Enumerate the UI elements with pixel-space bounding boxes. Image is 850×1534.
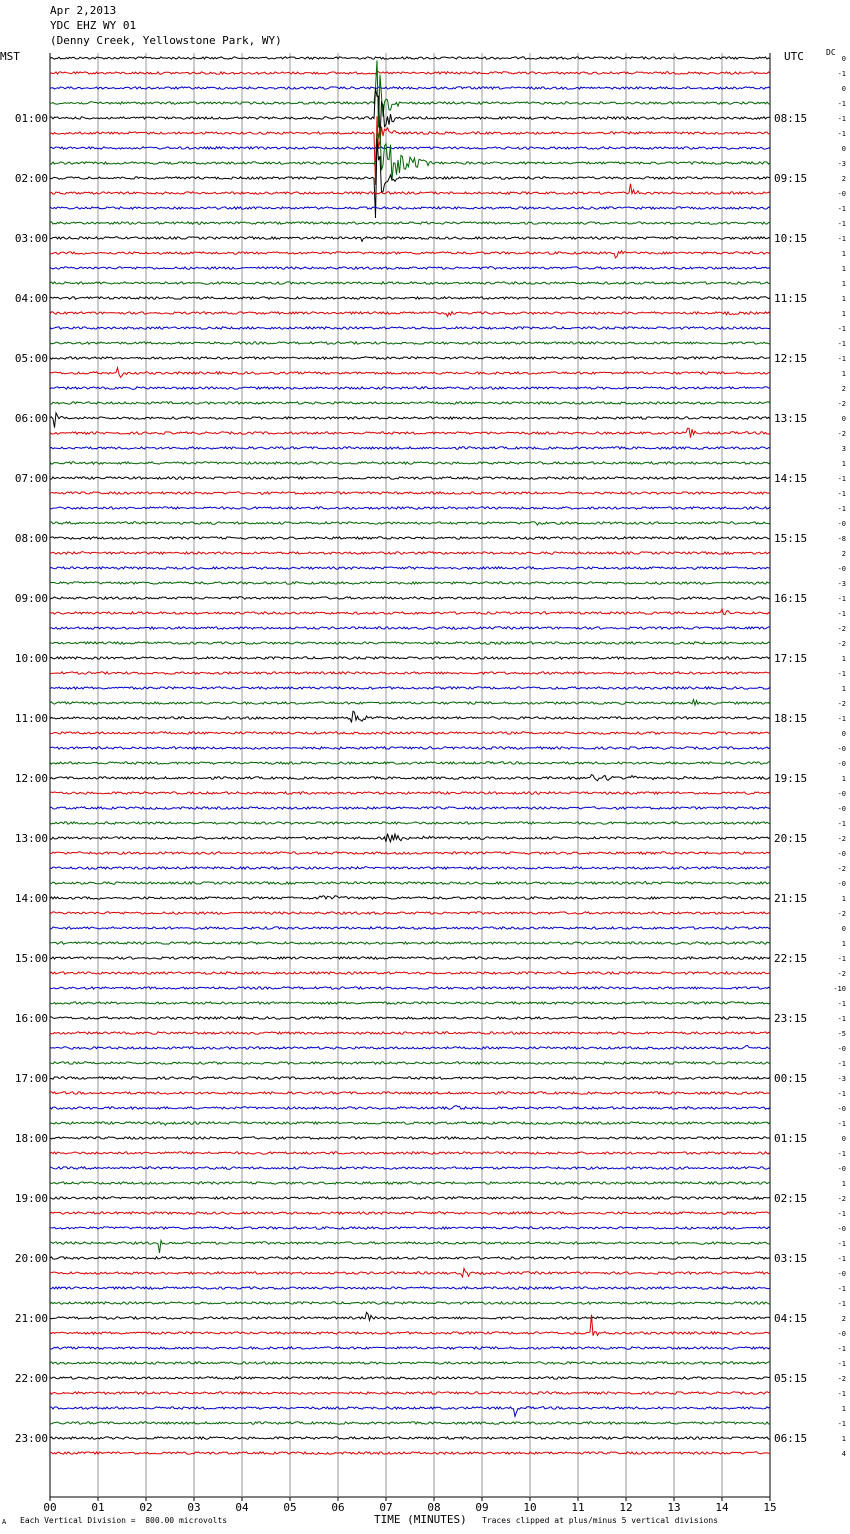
trace-47 xyxy=(50,762,770,764)
dc-offset-26: 3 xyxy=(841,445,846,453)
dc-offset-18: -1 xyxy=(837,325,846,333)
mst-hour-label: 05:00 xyxy=(14,352,48,365)
utc-hour-label: 22:15 xyxy=(774,952,808,965)
dc-offset-20: -1 xyxy=(837,355,846,363)
trace-34 xyxy=(50,567,770,569)
utc-hour-label: 05:15 xyxy=(774,1372,808,1385)
dc-offset-92: 1 xyxy=(841,1435,846,1443)
trace-92 xyxy=(50,1437,770,1439)
dc-offset-71: -1 xyxy=(837,1120,846,1128)
x-tick-label-03: 03 xyxy=(187,1501,201,1514)
dc-offset-28: -1 xyxy=(837,475,846,483)
corner-mark: A xyxy=(2,1518,7,1526)
dc-offset-48: 1 xyxy=(841,775,846,783)
dc-offset-27: 1 xyxy=(841,460,846,468)
dc-offset-33: 2 xyxy=(841,550,846,558)
trace-20 xyxy=(50,357,770,359)
utc-hour-label: 18:15 xyxy=(774,712,808,725)
trace-78 xyxy=(50,1227,770,1229)
dc-offset-59: 1 xyxy=(841,940,846,948)
dc-offset-66: -0 xyxy=(837,1045,846,1053)
trace-38 xyxy=(50,627,770,629)
dc-offset-70: -0 xyxy=(837,1105,846,1113)
utc-hour-label: 13:15 xyxy=(774,412,808,425)
trace-60 xyxy=(50,957,770,959)
mst-hour-label: 16:00 xyxy=(14,1012,48,1025)
dc-offset-82: -1 xyxy=(837,1285,846,1293)
dc-offset-30: -1 xyxy=(837,505,846,513)
dc-offset-6: 0 xyxy=(841,145,846,153)
mst-hour-label: 19:00 xyxy=(14,1192,48,1205)
trace-51 xyxy=(50,822,770,824)
dc-offset-44: -1 xyxy=(837,715,846,723)
mst-hour-label: 18:00 xyxy=(14,1132,48,1145)
trace-83 xyxy=(50,1302,770,1304)
trace-93 xyxy=(50,1452,770,1454)
trace-63 xyxy=(50,1002,770,1004)
trace-32 xyxy=(50,537,770,539)
dc-offset-85: -0 xyxy=(837,1330,846,1338)
mst-hour-label: 03:00 xyxy=(14,232,48,245)
trace-14 xyxy=(50,267,770,269)
dc-offset-46: -0 xyxy=(837,745,846,753)
mst-hour-label: 22:00 xyxy=(14,1372,48,1385)
trace-73 xyxy=(50,1152,770,1154)
trace-76 xyxy=(50,1197,770,1199)
x-tick-label-07: 07 xyxy=(379,1501,393,1514)
header-location: (Denny Creek, Yellowstone Park, WY) xyxy=(50,34,282,47)
x-tick-label-10: 10 xyxy=(523,1501,537,1514)
dc-offset-90: 1 xyxy=(841,1405,846,1413)
utc-hour-label: 11:15 xyxy=(774,292,808,305)
dc-offset-11: -1 xyxy=(837,220,846,228)
trace-7 xyxy=(50,128,770,181)
dc-offset-83: -1 xyxy=(837,1300,846,1308)
dc-offset-17: 1 xyxy=(841,310,846,318)
trace-80 xyxy=(50,1257,770,1259)
trace-28 xyxy=(50,477,770,479)
trace-87 xyxy=(50,1362,770,1364)
trace-58 xyxy=(50,927,770,929)
trace-10 xyxy=(50,207,770,209)
trace-2 xyxy=(50,87,770,89)
dc-offset-35: -3 xyxy=(837,580,846,588)
dc-offset-81: -0 xyxy=(837,1270,846,1278)
trace-40 xyxy=(50,657,770,659)
trace-79 xyxy=(50,1241,770,1253)
dc-offset-31: -0 xyxy=(837,520,846,528)
mst-hour-label: 08:00 xyxy=(14,532,48,545)
utc-hour-label: 19:15 xyxy=(774,772,808,785)
utc-hour-label: 08:15 xyxy=(774,112,808,125)
dc-offset-88: -2 xyxy=(837,1375,846,1383)
trace-72 xyxy=(50,1137,770,1139)
dc-offset-42: 1 xyxy=(841,685,846,693)
trace-61 xyxy=(50,972,770,974)
dc-offset-13: 1 xyxy=(841,250,846,258)
dc-offset-47: -0 xyxy=(837,760,846,768)
dc-offset-56: 1 xyxy=(841,895,846,903)
trace-69 xyxy=(50,1092,770,1094)
x-tick-label-01: 01 xyxy=(91,1501,105,1514)
trace-49 xyxy=(50,792,770,794)
dc-offset-16: 1 xyxy=(841,295,846,303)
mst-hour-label: 04:00 xyxy=(14,292,48,305)
mst-hour-label: 07:00 xyxy=(14,472,48,485)
x-tick-label-06: 06 xyxy=(331,1501,345,1514)
dc-offset-8: 2 xyxy=(841,175,846,183)
trace-64 xyxy=(50,1017,770,1019)
trace-48 xyxy=(50,775,770,781)
mst-hour-label: 12:00 xyxy=(14,772,48,785)
dc-offset-40: 1 xyxy=(841,655,846,663)
mst-hour-label: 17:00 xyxy=(14,1072,48,1085)
dc-offset-36: -1 xyxy=(837,595,846,603)
x-tick-label-09: 09 xyxy=(475,1501,489,1514)
trace-67 xyxy=(50,1062,770,1064)
trace-57 xyxy=(50,912,770,914)
dc-offset-43: -2 xyxy=(837,700,846,708)
mst-hour-label: 13:00 xyxy=(14,832,48,845)
mst-hour-label: 21:00 xyxy=(14,1312,48,1325)
trace-90 xyxy=(50,1407,770,1417)
trace-89 xyxy=(50,1392,770,1394)
trace-30 xyxy=(50,507,770,509)
dc-offset-80: -1 xyxy=(837,1255,846,1263)
dc-offset-58: 0 xyxy=(841,925,846,933)
dc-offset-87: -1 xyxy=(837,1360,846,1368)
trace-35 xyxy=(50,582,770,584)
utc-hour-label: 15:15 xyxy=(774,532,808,545)
dc-offset-77: -1 xyxy=(837,1210,846,1218)
trace-68 xyxy=(50,1077,770,1079)
mst-hour-label: 14:00 xyxy=(14,892,48,905)
trace-33 xyxy=(50,552,770,554)
x-tick-label-11: 11 xyxy=(571,1501,585,1514)
trace-8 xyxy=(50,138,770,218)
x-tick-label-00: 00 xyxy=(43,1501,57,1514)
trace-59 xyxy=(50,942,770,944)
utc-hour-label: 23:15 xyxy=(774,1012,808,1025)
utc-hour-label: 02:15 xyxy=(774,1192,808,1205)
dc-offset-76: -2 xyxy=(837,1195,846,1203)
dc-offset-45: 0 xyxy=(841,730,846,738)
trace-11 xyxy=(50,222,770,224)
dc-offset-14: 1 xyxy=(841,265,846,273)
dc-offset-91: -1 xyxy=(837,1420,846,1428)
utc-hour-label: 00:15 xyxy=(774,1072,808,1085)
x-tick-label-15: 15 xyxy=(763,1501,777,1514)
utc-hour-label: 01:15 xyxy=(774,1132,808,1145)
x-tick-label-14: 14 xyxy=(715,1501,729,1514)
trace-19 xyxy=(50,342,770,344)
dc-offset-74: -0 xyxy=(837,1165,846,1173)
utc-hour-label: 04:15 xyxy=(774,1312,808,1325)
x-tick-label-02: 02 xyxy=(139,1501,153,1514)
dc-offset-5: -1 xyxy=(837,130,846,138)
dc-offset-0: 0 xyxy=(841,55,846,63)
x-tick-label-12: 12 xyxy=(619,1501,633,1514)
dc-offset-93: 4 xyxy=(841,1450,846,1458)
dc-offset-1: -1 xyxy=(837,70,846,78)
trace-54 xyxy=(50,867,770,869)
trace-56 xyxy=(50,896,770,900)
dc-offset-4: -1 xyxy=(837,115,846,123)
dc-offset-2: 0 xyxy=(841,85,846,93)
trace-41 xyxy=(50,672,770,674)
trace-39 xyxy=(50,642,770,644)
dc-offset-54: -2 xyxy=(837,865,846,873)
dc-offset-51: -1 xyxy=(837,820,846,828)
trace-16 xyxy=(50,297,770,299)
trace-77 xyxy=(50,1212,770,1214)
dc-offset-15: 1 xyxy=(841,280,846,288)
trace-26 xyxy=(50,447,770,449)
trace-36 xyxy=(50,597,770,599)
dc-offset-25: -2 xyxy=(837,430,846,438)
trace-42 xyxy=(50,687,770,689)
dc-offset-73: -1 xyxy=(837,1150,846,1158)
utc-hour-label: 14:15 xyxy=(774,472,808,485)
right-timezone-label: UTC xyxy=(784,50,804,63)
trace-52 xyxy=(50,834,770,842)
trace-1 xyxy=(50,72,770,74)
trace-53 xyxy=(50,852,770,854)
dc-offset-75: 1 xyxy=(841,1180,846,1188)
trace-44 xyxy=(50,711,770,722)
trace-45 xyxy=(50,732,770,734)
trace-82 xyxy=(50,1287,770,1289)
vertical-division-scale: Each Vertical Division = 800.00 microvolts xyxy=(20,1516,228,1525)
dc-offset-78: -0 xyxy=(837,1225,846,1233)
trace-25 xyxy=(50,428,770,437)
mst-hour-label: 23:00 xyxy=(14,1432,48,1445)
dc-offset-10: -1 xyxy=(837,205,846,213)
trace-9 xyxy=(50,184,770,195)
dc-offset-19: -1 xyxy=(837,340,846,348)
dc-offset-55: -0 xyxy=(837,880,846,888)
dc-offset-49: -0 xyxy=(837,790,846,798)
dc-offset-23: -2 xyxy=(837,400,846,408)
dc-offset-61: -2 xyxy=(837,970,846,978)
trace-27 xyxy=(50,462,770,464)
dc-offset-3: -1 xyxy=(837,100,846,108)
utc-hour-label: 10:15 xyxy=(774,232,808,245)
trace-74 xyxy=(50,1167,770,1169)
x-tick-label-08: 08 xyxy=(427,1501,441,1514)
utc-hour-label: 06:15 xyxy=(774,1432,808,1445)
trace-12 xyxy=(50,237,770,242)
dc-offset-63: -1 xyxy=(837,1000,846,1008)
dc-offset-86: -1 xyxy=(837,1345,846,1353)
dc-offset-89: -1 xyxy=(837,1390,846,1398)
trace-91 xyxy=(50,1422,770,1424)
dc-offset-72: 0 xyxy=(841,1135,846,1143)
utc-hour-label: 12:15 xyxy=(774,352,808,365)
header-station: YDC EHZ WY 01 xyxy=(50,19,137,32)
header-date: Apr 2,2013 xyxy=(50,4,117,17)
x-tick-label-04: 04 xyxy=(235,1501,249,1514)
utc-hour-label: 17:15 xyxy=(774,652,808,665)
trace-0 xyxy=(50,57,770,59)
trace-65 xyxy=(50,1032,770,1034)
trace-22 xyxy=(50,387,770,389)
mst-hour-label: 15:00 xyxy=(14,952,48,965)
trace-17 xyxy=(50,312,770,317)
utc-hour-label: 21:15 xyxy=(774,892,808,905)
trace-5 xyxy=(50,116,770,185)
dc-offset-50: -0 xyxy=(837,805,846,813)
mst-hour-label: 01:00 xyxy=(14,112,48,125)
dc-offset-21: 1 xyxy=(841,370,846,378)
trace-37 xyxy=(50,609,770,615)
trace-18 xyxy=(50,327,770,329)
utc-hour-label: 09:15 xyxy=(774,172,808,185)
trace-43 xyxy=(50,700,770,706)
trace-84 xyxy=(50,1312,770,1320)
trace-70 xyxy=(50,1106,770,1110)
trace-62 xyxy=(50,987,770,989)
dc-offset-22: 2 xyxy=(841,385,846,393)
trace-13 xyxy=(50,251,770,258)
trace-50 xyxy=(50,807,770,809)
clip-note: Traces clipped at plus/minus 5 vertical divisions xyxy=(482,1516,719,1525)
utc-hour-label: 03:15 xyxy=(774,1252,808,1265)
trace-6 xyxy=(50,147,770,149)
dc-offset-53: -0 xyxy=(837,850,846,858)
trace-71 xyxy=(50,1122,770,1125)
trace-15 xyxy=(50,282,770,284)
dc-offset-84: 2 xyxy=(841,1315,846,1323)
dc-offset-65: -5 xyxy=(837,1030,846,1038)
dc-offset-79: -1 xyxy=(837,1240,846,1248)
dc-offset-60: -1 xyxy=(837,955,846,963)
dc-offset-69: -1 xyxy=(837,1090,846,1098)
dc-offset-7: -3 xyxy=(837,160,846,168)
dc-offset-52: -2 xyxy=(837,835,846,843)
dc-offset-12: -1 xyxy=(837,235,846,243)
x-axis-title: TIME (MINUTES) xyxy=(374,1513,467,1526)
dc-offset-68: -3 xyxy=(837,1075,846,1083)
trace-46 xyxy=(50,747,770,749)
trace-86 xyxy=(50,1347,770,1349)
mst-hour-label: 06:00 xyxy=(14,412,48,425)
trace-66 xyxy=(50,1046,770,1050)
utc-hour-label: 20:15 xyxy=(774,832,808,845)
mst-hour-label: 02:00 xyxy=(14,172,48,185)
mst-hour-label: 09:00 xyxy=(14,592,48,605)
mst-hour-label: 10:00 xyxy=(14,652,48,665)
mst-hour-label: 20:00 xyxy=(14,1252,48,1265)
x-tick-label-13: 13 xyxy=(667,1501,681,1514)
trace-21 xyxy=(50,368,770,378)
dc-offset-34: -0 xyxy=(837,565,846,573)
trace-55 xyxy=(50,881,770,884)
dc-offset-37: -1 xyxy=(837,610,846,618)
dc-offset-29: -1 xyxy=(837,490,846,498)
dc-offset-header: DC xyxy=(826,48,836,57)
trace-29 xyxy=(50,492,770,494)
dc-offset-57: -2 xyxy=(837,910,846,918)
dc-offset-41: -1 xyxy=(837,670,846,678)
trace-88 xyxy=(50,1377,770,1379)
dc-offset-62: -10 xyxy=(833,985,846,993)
dc-offset-32: -8 xyxy=(837,535,846,543)
dc-offset-67: -1 xyxy=(837,1060,846,1068)
trace-31 xyxy=(50,522,770,525)
dc-offset-39: -2 xyxy=(837,640,846,648)
utc-hour-label: 16:15 xyxy=(774,592,808,605)
dc-offset-64: -1 xyxy=(837,1015,846,1023)
x-tick-label-05: 05 xyxy=(283,1501,297,1514)
trace-24 xyxy=(50,413,770,428)
left-timezone-label: MST xyxy=(0,50,20,63)
trace-75 xyxy=(50,1182,770,1184)
dc-offset-24: 0 xyxy=(841,415,846,423)
trace-81 xyxy=(50,1269,770,1277)
dc-offset-9: -0 xyxy=(837,190,846,198)
mst-hour-label: 11:00 xyxy=(14,712,48,725)
dc-offset-38: -2 xyxy=(837,625,846,633)
trace-23 xyxy=(50,402,770,404)
